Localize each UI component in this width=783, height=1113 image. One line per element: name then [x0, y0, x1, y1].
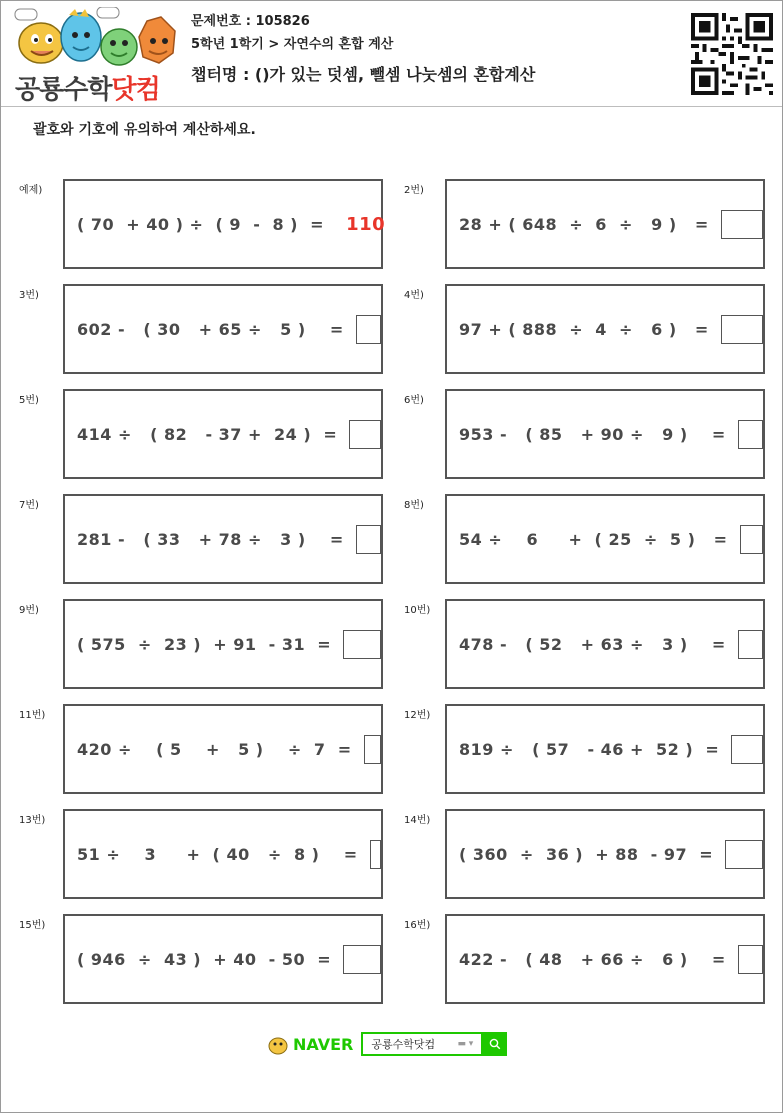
problem-number: 2번) [404, 185, 424, 196]
worksheet-meta [191, 13, 535, 85]
problem-expression: 281 - ( 33 + 78 ÷ 3 ) = [77, 529, 350, 549]
problem-number: 3번) [19, 290, 39, 301]
problem-expression: 478 - ( 52 + 63 ÷ 3 ) = [459, 634, 732, 654]
dinosaur-mascots-icon [13, 7, 178, 69]
problem-box [445, 809, 765, 899]
answer-box[interactable] [356, 525, 381, 554]
answer-box[interactable] [356, 315, 381, 344]
problem-expression: ( 575 ÷ 23 ) + 91 - 31 = [77, 634, 338, 654]
problem-box [445, 914, 765, 1004]
answer-box[interactable] [725, 840, 763, 869]
problem-number: 12번) [404, 710, 431, 721]
problem-box [445, 284, 765, 374]
problem-number: 14번) [404, 815, 431, 826]
problem-expression: 414 ÷ ( 82 - 37 + 24 ) = [77, 424, 344, 444]
qr-code-icon [691, 13, 773, 95]
problem-id: 문제번호 : 105826 [191, 14, 310, 29]
keyboard-icon: ▬ ▾ [457, 1039, 474, 1049]
problem-box [445, 389, 765, 479]
problem-box [445, 599, 765, 689]
problem-expression: 422 - ( 48 + 66 ÷ 6 ) = [459, 949, 732, 969]
answer-box[interactable] [740, 525, 763, 554]
problem-number: 15번) [19, 920, 46, 931]
problem-number: 11번) [19, 710, 46, 721]
problem-number: 6번) [404, 395, 424, 406]
answer-box[interactable] [370, 840, 381, 869]
problem-box [445, 494, 765, 584]
course-path: 5학년 1학기 > 자연수의 혼합 계산 [191, 37, 394, 52]
problem-expression: ( 70 + 40 ) ÷ ( 9 - 8 ) = [77, 214, 331, 234]
problem-expression: 28 + ( 648 ÷ 6 ÷ 9 ) = [459, 214, 715, 234]
problem-expression: 51 ÷ 3 + ( 40 ÷ 8 ) = [77, 844, 364, 864]
answer-box[interactable] [343, 945, 381, 974]
problem-box [63, 389, 383, 479]
problem-box [63, 284, 383, 374]
answer-box[interactable] [731, 735, 763, 764]
chapter-title: 챕터명 : ()가 있는 덧셈, 뺄셈 나눗셈의 혼합계산 [191, 65, 536, 84]
problem-expression: ( 946 ÷ 43 ) + 40 - 50 = [77, 949, 338, 969]
problem-number: 5번) [19, 395, 39, 406]
problem-expression: 602 - ( 30 + 65 ÷ 5 ) = [77, 319, 350, 339]
search-button[interactable] [483, 1032, 507, 1056]
search-value: 공룡수학닷컴 [371, 1038, 436, 1051]
answer-box[interactable] [721, 315, 763, 344]
problem-expression: 819 ÷ ( 57 - 46 + 52 ) = [459, 739, 726, 759]
answer-box[interactable] [364, 735, 381, 764]
problem-number: 8번) [404, 500, 424, 511]
problem-expression: 953 - ( 85 + 90 ÷ 9 ) = [459, 424, 732, 444]
problem-box [63, 599, 383, 689]
naver-search-banner [267, 1031, 507, 1057]
dinosaur-logo [13, 7, 178, 105]
problem-expression: ( 360 ÷ 36 ) + 88 - 97 = [459, 844, 720, 864]
instruction-text: 괄호와 기호에 유의하여 계산하세요. [33, 122, 256, 138]
problem-expression: 97 + ( 888 ÷ 4 ÷ 6 ) = [459, 319, 715, 339]
answer-box[interactable] [343, 630, 381, 659]
logo-wordmark: 공룡수학닷컴 [15, 75, 160, 105]
answer-box[interactable] [349, 420, 381, 449]
answer-box[interactable] [738, 945, 763, 974]
naver-logo: NAVER [293, 1034, 354, 1054]
problem-number: 7번) [19, 500, 39, 511]
example-answer: 110 [346, 213, 386, 235]
problem-expression: 54 ÷ 6 + ( 25 ÷ 5 ) = [459, 529, 734, 549]
problem-box [63, 179, 386, 269]
problem-box [63, 914, 383, 1004]
answer-box[interactable] [738, 630, 763, 659]
problem-box [63, 809, 383, 899]
problem-number: 예제) [19, 185, 43, 196]
answer-box[interactable] [738, 420, 763, 449]
worksheet-header [1, 1, 782, 107]
problem-number: 16번) [404, 920, 431, 931]
naver-search-input[interactable] [361, 1032, 483, 1056]
problem-number: 9번) [19, 605, 39, 616]
problem-box [63, 704, 383, 794]
problem-box [63, 494, 383, 584]
answer-box[interactable] [721, 210, 763, 239]
problem-number: 10번) [404, 605, 431, 616]
mascot-icon [267, 1033, 289, 1055]
problem-box [445, 179, 765, 269]
problem-number: 13번) [19, 815, 46, 826]
problem-box [445, 704, 765, 794]
search-icon [489, 1038, 501, 1050]
problem-expression: 420 ÷ ( 5 + 5 ) ÷ 7 = [77, 739, 358, 759]
problem-number: 4번) [404, 290, 424, 301]
